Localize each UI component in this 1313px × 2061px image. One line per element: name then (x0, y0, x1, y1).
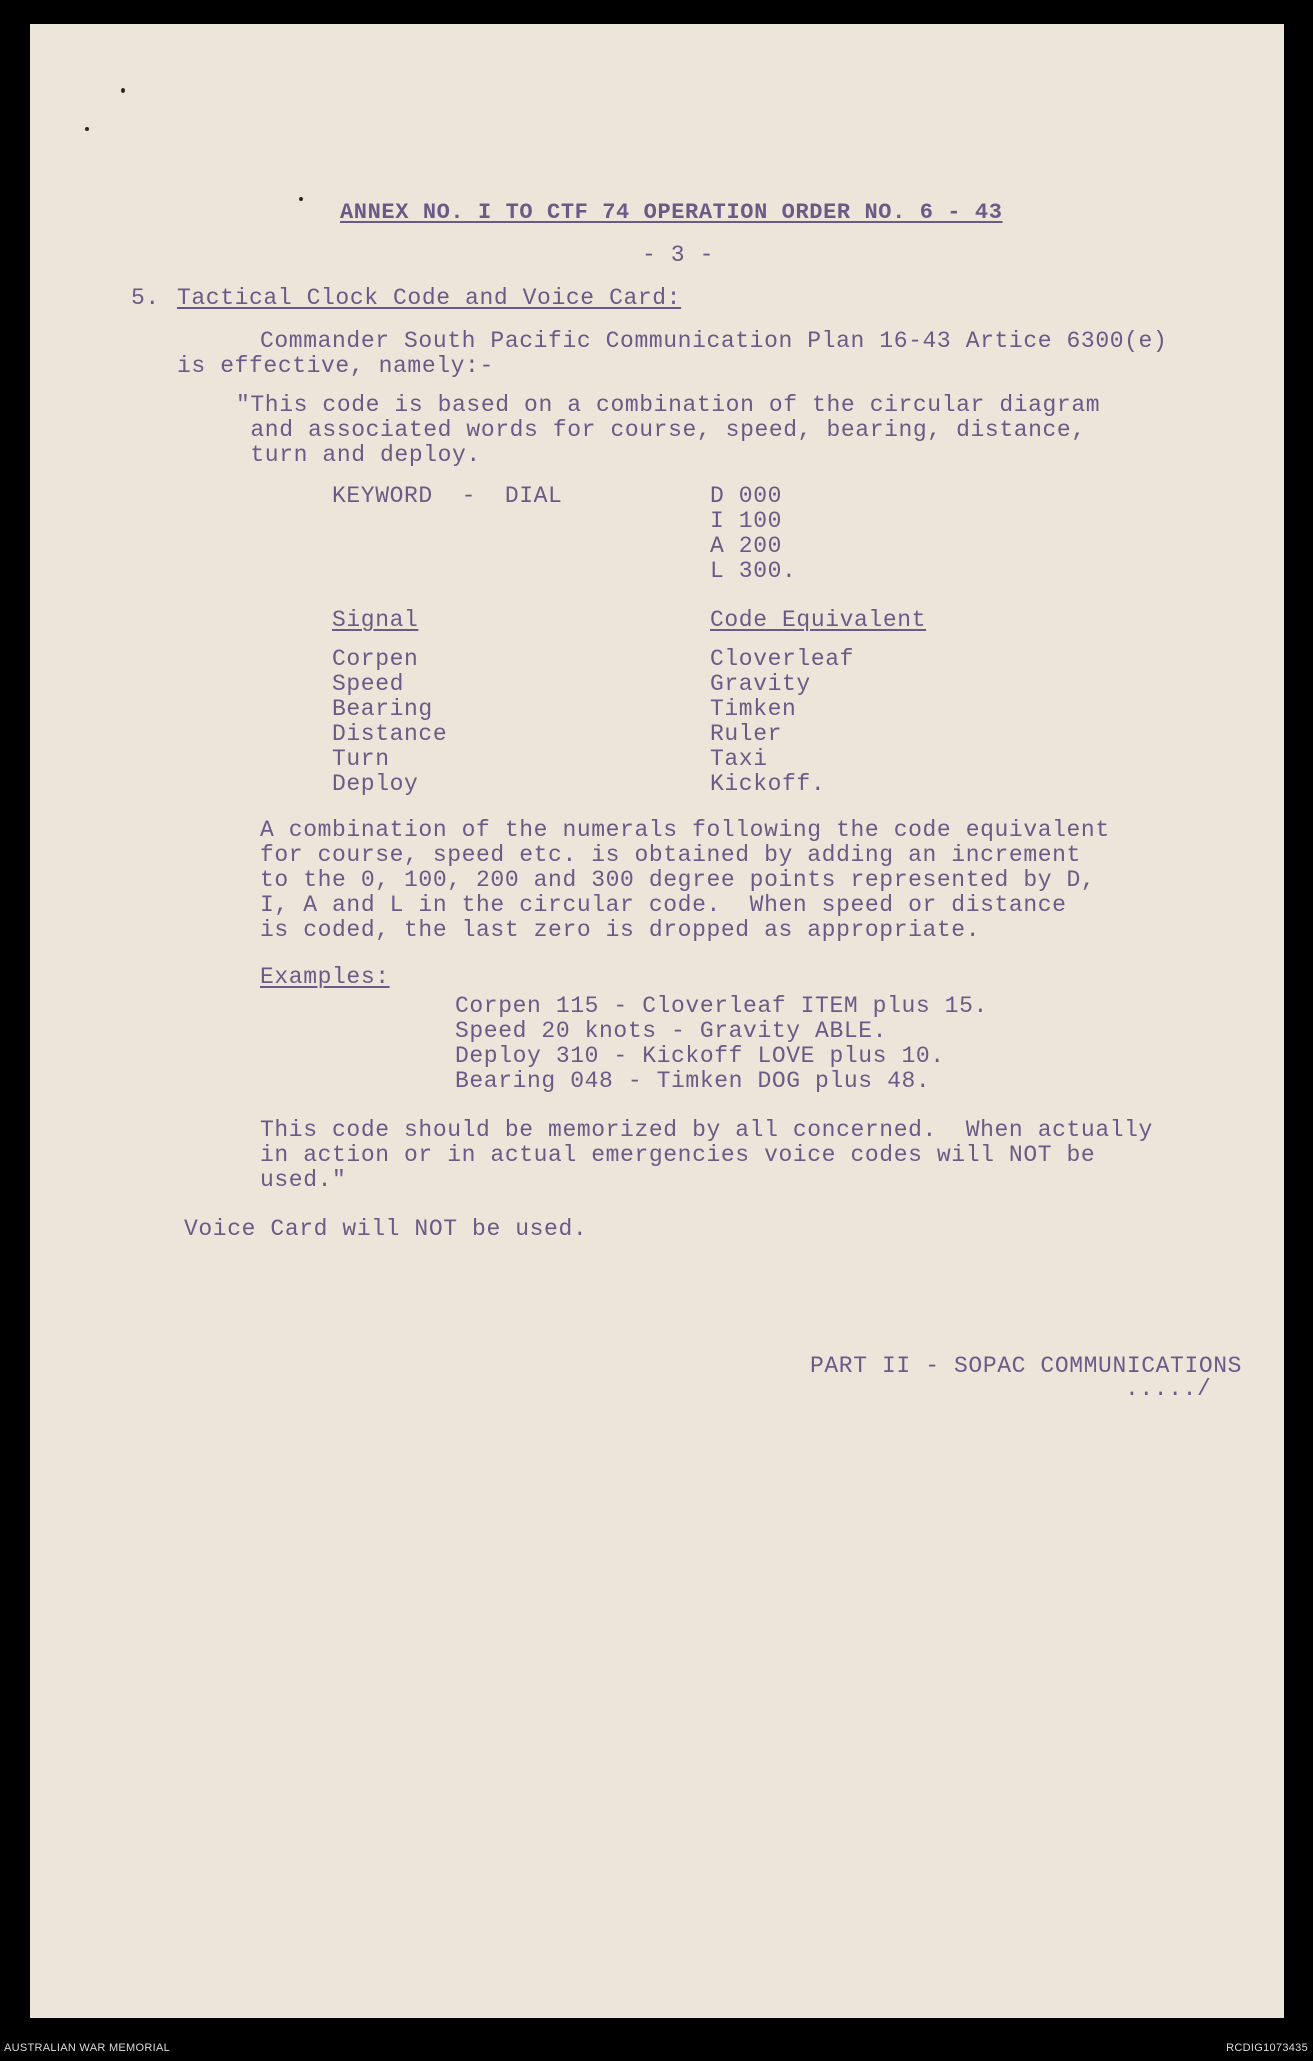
signal-code: Cloverleaf (710, 646, 855, 672)
explanation-line: for course, speed etc. is obtained by adding an increment (260, 842, 1081, 868)
dial-value: I 100 (710, 508, 783, 534)
signal-code: Timken (710, 696, 797, 722)
footer-id: RCDIG1073435 (1226, 2042, 1308, 2054)
explanation-line: A combination of the numerals following the code equivalent (260, 817, 1110, 843)
examples-label: Examples: (260, 964, 390, 990)
stray-mark (299, 197, 303, 201)
intro-line: Commander South Pacific Communication Plan 16-43 Artice 6300(e) (260, 328, 1168, 354)
closing-line: in action or in actual emergencies voice codes will NOT be (260, 1142, 1096, 1168)
example-line: Deploy 310 - Kickoff LOVE plus 10. (455, 1043, 945, 1069)
example-line: Speed 20 knots - Gravity ABLE. (455, 1018, 888, 1044)
signal-name: Speed (332, 671, 405, 697)
dial-value: D 000 (710, 483, 783, 509)
quote-line: "This code is based on a combination of the circular diagram (236, 392, 1101, 418)
quote-line: turn and deploy. (236, 442, 481, 468)
closing-line: This code should be memorized by all concerned. When actually (260, 1117, 1153, 1143)
footer-source: AUSTRALIAN WAR MEMORIAL (4, 2042, 171, 2054)
example-line: Corpen 115 - Cloverleaf ITEM plus 15. (455, 993, 988, 1019)
intro-line: is effective, namely:- (177, 353, 494, 379)
signal-code: Taxi (710, 746, 768, 772)
closing-line: used." (260, 1167, 347, 1193)
signal-name: Corpen (332, 646, 419, 672)
document-title: ANNEX NO. I TO CTF 74 OPERATION ORDER NO. 6 - 43 (340, 200, 1003, 225)
page-number: - 3 - (642, 242, 715, 268)
example-line: Bearing 048 - Timken DOG plus 48. (455, 1068, 931, 1094)
stray-mark (85, 127, 89, 131)
signal-name: Deploy (332, 771, 419, 797)
dial-value: A 200 (710, 533, 783, 559)
explanation-line: is coded, the last zero is dropped as appropriate. (260, 917, 981, 943)
quote-line: and associated words for course, speed, bearing, distance, (236, 417, 1086, 443)
signal-column-header: Signal (332, 607, 419, 633)
stray-mark (121, 88, 125, 93)
section-number: 5. (131, 285, 160, 311)
next-part-label: PART II - SOPAC COMMUNICATIONS (810, 1353, 1243, 1379)
voice-card-note: Voice Card will NOT be used. (184, 1216, 588, 1242)
continuation-marker: ...../ (1125, 1376, 1212, 1402)
explanation-line: to the 0, 100, 200 and 300 degree points represented by D, (260, 867, 1096, 893)
signal-code: Kickoff. (710, 771, 826, 797)
signal-name: Bearing (332, 696, 433, 722)
explanation-line: I, A and L in the circular code. When speed or distance (260, 892, 1067, 918)
signal-name: Distance (332, 721, 448, 747)
section-heading: Tactical Clock Code and Voice Card: (177, 285, 682, 311)
signal-code: Ruler (710, 721, 783, 747)
code-column-header: Code Equivalent (710, 607, 927, 633)
signal-name: Turn (332, 746, 390, 772)
document-page (30, 24, 1284, 2018)
dial-value: L 300. (710, 558, 797, 584)
keyword-label: KEYWORD - DIAL (332, 483, 563, 509)
signal-code: Gravity (710, 671, 811, 697)
